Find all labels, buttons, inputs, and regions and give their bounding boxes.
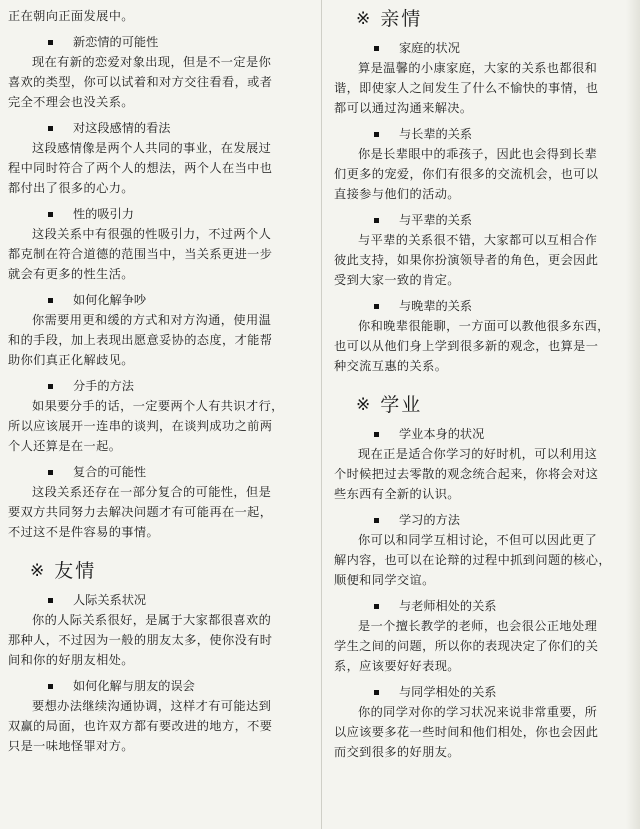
paragraph — [8, 52, 313, 112]
paragraph-line: 就会有更多的性生活。 — [8, 267, 134, 281]
subheading-label: 人际关系状况 — [73, 593, 147, 607]
subheading-label: 与平辈的关系 — [399, 213, 473, 227]
paragraph-line: 学生之间的问题，所以你的表现决定了你们的关 — [334, 639, 599, 653]
subheading — [8, 376, 313, 396]
paragraph-line: 现在正是适合你学习的好时机，可以利用这 — [358, 447, 598, 461]
square-bullet-icon — [48, 684, 53, 689]
paragraph-line: 而交到很多的好朋友。 — [334, 745, 460, 759]
subheading-label: 如何化解与朋友的误会 — [73, 679, 195, 693]
paragraph — [8, 396, 313, 456]
subheading — [8, 676, 313, 696]
square-bullet-icon — [48, 212, 53, 217]
paragraph-line: 双赢的局面，也许双方都有要改进的地方，不要 — [8, 719, 273, 733]
paragraph-line: 也可以从他们身上学到很多新的观念，也算是一 — [334, 339, 599, 353]
paragraph-line: 要双方共同努力去解决问题才有可能再在一起， — [8, 505, 273, 519]
paragraph-line: 你可以和同学互相讨论，不但可以因此更了 — [358, 533, 598, 547]
subheading-label: 分手的方法 — [73, 379, 134, 393]
paragraph-line: 你的同学对你的学习状况来说非常重要，所 — [358, 705, 598, 719]
subheading — [334, 510, 614, 530]
paragraph-line: 种交流互惠的关系。 — [334, 359, 448, 373]
paragraph — [8, 310, 313, 370]
paragraph-line: 与平辈的关系很不错，大家都可以互相合作 — [358, 233, 598, 247]
paragraph — [8, 696, 313, 756]
paragraph — [334, 702, 614, 762]
paragraph-line: 程中同时符合了两个人的想法，两个人在当中也 — [8, 161, 273, 175]
paragraph — [8, 138, 313, 198]
subheading — [334, 596, 614, 616]
paragraph-line: 都付出了很多的心力。 — [8, 181, 134, 195]
family-items — [334, 38, 614, 376]
square-bullet-icon — [374, 518, 379, 523]
paragraph-line: 所以应该展开一连串的谈判，在谈判成功之前两 — [8, 419, 273, 433]
reference-mark-icon: ※ — [356, 395, 371, 415]
subheading-label: 学习的方法 — [399, 513, 460, 527]
square-bullet-icon — [374, 690, 379, 695]
paragraph-line: 只是一味地怪罪对方。 — [8, 739, 134, 753]
paragraph — [8, 224, 313, 284]
paragraph — [334, 230, 614, 290]
subheading — [8, 32, 313, 52]
subheading — [334, 124, 614, 144]
subheading — [8, 462, 313, 482]
paragraph-line: 间和你的好朋友相处。 — [8, 653, 134, 667]
paragraph-line: 个人还算是在一起。 — [8, 439, 122, 453]
paragraph-line: 这段感情像是两个人共同的事业，在发展过 — [32, 141, 272, 155]
intro-line: 正在朝向正面发展中。 — [8, 9, 134, 23]
paragraph-line: 这段关系还存在一部分复合的可能性，但是 — [32, 485, 272, 499]
subheading — [334, 682, 614, 702]
paragraph-line: 如果要分手的话，一定要两个人有共识才行， — [32, 399, 284, 413]
study-items — [334, 424, 614, 762]
square-bullet-icon — [48, 470, 53, 475]
paragraph — [8, 610, 313, 670]
paragraph-line: 助你们真正化解歧见。 — [8, 353, 134, 367]
square-bullet-icon — [48, 598, 53, 603]
subheading — [8, 290, 313, 310]
section-family — [334, 6, 614, 32]
right-column — [334, 6, 614, 762]
paragraph-line: 以应该要多花一些时间和他们相处，你也会因此 — [334, 725, 599, 739]
subheading — [334, 210, 614, 230]
subheading — [334, 424, 614, 444]
section-friendship — [8, 558, 313, 584]
subheading-label: 与晚辈的关系 — [399, 299, 473, 313]
paragraph-line: 你是长辈眼中的乖孩子，因此也会得到长辈 — [358, 147, 598, 161]
square-bullet-icon — [48, 40, 53, 45]
section-study — [334, 392, 614, 418]
left-column — [8, 6, 313, 756]
paragraph-line: 是一个擅长教学的老师，也会很公正地处理 — [358, 619, 598, 633]
section-title: 友情 — [54, 560, 97, 582]
square-bullet-icon — [374, 432, 379, 437]
subheading-label: 性的吸引力 — [73, 207, 134, 221]
subheading — [8, 590, 313, 610]
paragraph-line: 都克制在符合道德的范围当中，当关系更进一步 — [8, 247, 273, 261]
subheading-label: 与长辈的关系 — [399, 127, 473, 141]
subheading-label: 与老师相处的关系 — [399, 599, 497, 613]
reference-mark-icon: ※ — [356, 9, 371, 29]
paragraph-line: 彼此支持，如果你扮演领导者的角色，更会因此 — [334, 253, 599, 267]
paragraph-line: 个时候把过去零散的观念统合起来，你将会对这 — [334, 467, 599, 481]
subheading-label: 如何化解争吵 — [73, 293, 147, 307]
paragraph-line: 你需要用更和缓的方式和对方沟通，使用温 — [32, 313, 272, 327]
paragraph — [334, 444, 614, 504]
paragraph-line: 那种人，不过因为一般的朋友太多，使你没有时 — [8, 633, 273, 647]
page-edge-shadow — [626, 0, 640, 829]
paragraph-line: 算是温馨的小康家庭，大家的关系也都很和 — [358, 61, 598, 75]
subheading — [8, 204, 313, 224]
square-bullet-icon — [374, 218, 379, 223]
paragraph-line: 系，应该要好好表现。 — [334, 659, 460, 673]
paragraph-line: 完全不理会也没关系。 — [8, 95, 134, 109]
paragraph-line: 要想办法继续沟通协调，这样才有可能达到 — [32, 699, 272, 713]
paragraph — [8, 482, 313, 542]
paragraph-line: 不过这不是件容易的事情。 — [8, 525, 160, 539]
subheading-label: 学业本身的状况 — [399, 427, 485, 441]
paragraph-line: 喜欢的类型，你可以试着和对方交往看看，或者 — [8, 75, 273, 89]
paragraph-line: 这段关系中有很强的性吸引力，不过两个人 — [32, 227, 272, 241]
paragraph — [334, 58, 614, 118]
paragraph — [334, 144, 614, 204]
section-title: 亲情 — [380, 8, 423, 30]
paragraph-line: 你和晚辈很能聊，一方面可以教他很多东西， — [358, 319, 610, 333]
square-bullet-icon — [374, 304, 379, 309]
square-bullet-icon — [48, 126, 53, 131]
subheading — [8, 118, 313, 138]
paragraph-line: 些东西有全新的认识。 — [334, 487, 460, 501]
subheading-label: 与同学相处的关系 — [399, 685, 497, 699]
subheading-label: 新恋情的可能性 — [73, 35, 159, 49]
square-bullet-icon — [374, 132, 379, 137]
section-title: 学业 — [380, 394, 423, 416]
paragraph-line: 解内容，也可以在论辩的过程中抓到问题的核心， — [334, 553, 611, 567]
subheading — [334, 38, 614, 58]
paragraph-line: 们更多的宠爱，你们有很多的交流机会，也可以 — [334, 167, 599, 181]
column-divider — [321, 0, 322, 829]
paragraph-line: 都可以通过沟通来解决。 — [334, 101, 473, 115]
subheading — [334, 296, 614, 316]
paragraph-line: 你的人际关系很好，是属于大家都很喜欢的 — [32, 613, 272, 627]
square-bullet-icon — [48, 298, 53, 303]
subheading-label: 家庭的状况 — [399, 41, 460, 55]
paragraph-line: 直接参与他们的活动。 — [334, 187, 460, 201]
paragraph-line: 和的手段，加上表现出愿意妥协的态度，才能帮 — [8, 333, 273, 347]
paragraph-line: 现在有新的恋爱对象出现，但是不一定是你 — [32, 55, 272, 69]
square-bullet-icon — [48, 384, 53, 389]
square-bullet-icon — [374, 604, 379, 609]
left-items — [8, 32, 313, 542]
paragraph-line: 受到大家一致的肯定。 — [334, 273, 460, 287]
paragraph — [334, 530, 614, 590]
paragraph-line: 顺便和同学交谊。 — [334, 573, 435, 587]
reference-mark-icon: ※ — [30, 561, 45, 581]
subheading-label: 对这段感情的看法 — [73, 121, 171, 135]
paragraph — [334, 616, 614, 676]
paragraph-line: 谐，即使家人之间发生了什么不愉快的事情，也 — [334, 81, 599, 95]
paragraph — [334, 316, 614, 376]
square-bullet-icon — [374, 46, 379, 51]
friendship-items — [8, 590, 313, 756]
subheading-label: 复合的可能性 — [73, 465, 147, 479]
